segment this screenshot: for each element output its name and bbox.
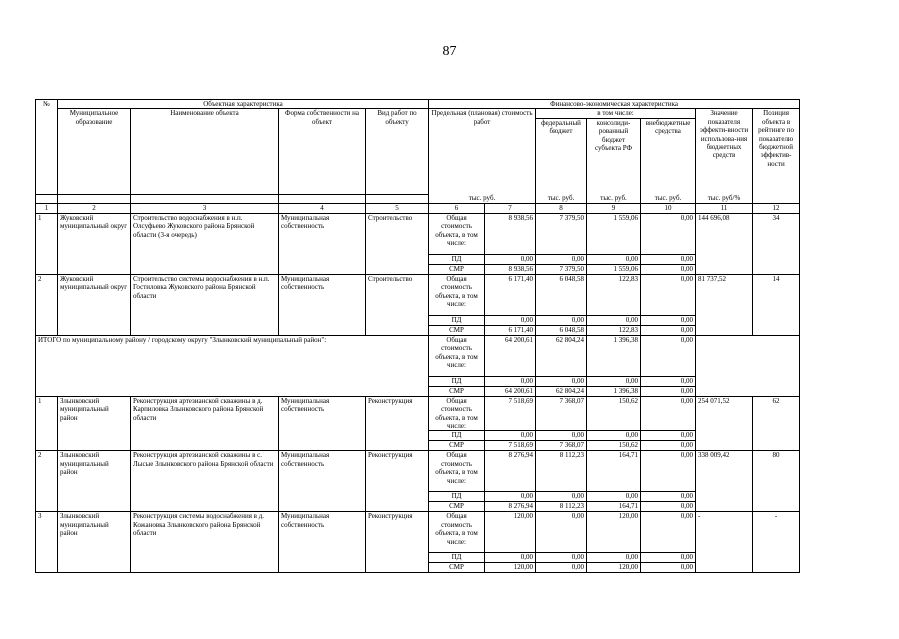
pd-value: 0,00 xyxy=(641,431,696,441)
smr-value: 8 276,94 xyxy=(485,502,536,512)
column-number: 7 xyxy=(485,203,536,213)
smr-label: СМР xyxy=(429,386,485,396)
rank-value: - xyxy=(753,512,800,573)
smr-value: 1 396,38 xyxy=(587,386,641,396)
total-value: 1 559,06 xyxy=(587,213,641,254)
work-type-cell: Реконструкция xyxy=(366,451,429,512)
work-type-cell: Реконструкция xyxy=(366,512,429,573)
finance-table xyxy=(35,99,800,573)
header-ownership: Форма собственности на объект xyxy=(279,109,366,194)
total-cost-label: Общая стоимость объекта, в том числе: xyxy=(429,396,485,431)
rank-value: 14 xyxy=(753,274,800,335)
total-cost-label: Общая стоимость объекта, в том числе: xyxy=(429,451,485,492)
unit-label: тыс. руб/% xyxy=(696,194,753,203)
header-object-characteristic: Объектная характеристика xyxy=(58,100,429,109)
column-number: 11 xyxy=(696,203,753,213)
smr-value: 7 379,50 xyxy=(536,264,587,274)
smr-value: 150,62 xyxy=(587,441,641,451)
total-value: 150,62 xyxy=(587,396,641,431)
total-value: 1 396,38 xyxy=(587,335,641,376)
smr-value: 0,00 xyxy=(641,386,696,396)
table-row xyxy=(36,396,800,431)
pd-value: 0,00 xyxy=(641,376,696,386)
column-number: 6 xyxy=(429,203,485,213)
municipality-cell: Жуковский муниципальный округ xyxy=(58,274,131,335)
total-value: 7 518,69 xyxy=(485,396,536,431)
object-name-cell: Реконструкция артезианской скважины в д. Карпиловка Злынковского района Брянской области xyxy=(131,396,279,451)
ownership-cell: Муниципальная собственность xyxy=(279,512,366,573)
unit-label: тыс. руб. xyxy=(429,194,536,203)
total-value: 0,00 xyxy=(641,274,696,315)
total-value: 120,00 xyxy=(485,512,536,553)
smr-value: 6 048,58 xyxy=(536,325,587,335)
smr-value: 7 368,07 xyxy=(536,441,587,451)
smr-value: 0,00 xyxy=(641,563,696,573)
smr-label: СМР xyxy=(429,325,485,335)
total-value: 0,00 xyxy=(641,335,696,376)
smr-value: 6 171,40 xyxy=(485,325,536,335)
total-value: 8 938,56 xyxy=(485,213,536,254)
pd-value: 0,00 xyxy=(485,376,536,386)
total-value: 7 379,50 xyxy=(536,213,587,254)
total-value: 0,00 xyxy=(641,451,696,492)
indicator-value: 144 696,08 xyxy=(696,213,753,274)
smr-value: 0,00 xyxy=(641,325,696,335)
total-value: 164,71 xyxy=(587,451,641,492)
indicator-value: 254 071,52 xyxy=(696,396,753,451)
total-value: 64 200,61 xyxy=(485,335,536,376)
table-row xyxy=(36,451,800,492)
row-number: 2 xyxy=(36,451,58,512)
itogo-label: ИТОГО по муниципальному району / городскому округу "Злынковский муниципальный район": xyxy=(36,335,429,396)
pd-label: ПД xyxy=(429,553,485,563)
pd-label: ПД xyxy=(429,431,485,441)
total-value: 8 112,23 xyxy=(536,451,587,492)
ownership-cell: Муниципальная собственность xyxy=(279,213,366,274)
pd-value: 0,00 xyxy=(485,254,536,264)
pd-value: 0,00 xyxy=(587,492,641,502)
pd-value: 0,00 xyxy=(587,315,641,325)
column-number: 9 xyxy=(587,203,641,213)
pd-value: 0,00 xyxy=(485,315,536,325)
page-number: 87 xyxy=(442,44,457,59)
pd-label: ПД xyxy=(429,315,485,325)
pd-value: 0,00 xyxy=(536,254,587,264)
header-object-name: Наименование объекта xyxy=(131,109,279,194)
total-cost-label: Общая стоимость объекта, в том числе: xyxy=(429,274,485,315)
total-value: 0,00 xyxy=(536,512,587,553)
total-cost-label: Общая стоимость объекта, в том числе: xyxy=(429,213,485,254)
column-number: 10 xyxy=(641,203,696,213)
total-value: 7 368,07 xyxy=(536,396,587,431)
smr-value: 122,83 xyxy=(587,325,641,335)
smr-value: 120,00 xyxy=(485,563,536,573)
total-value: 0,00 xyxy=(641,213,696,254)
header-consolidated: консолиди-рованный бюджет субъекта РФ xyxy=(587,118,641,194)
pd-value: 0,00 xyxy=(536,492,587,502)
total-value: 6 048,58 xyxy=(536,274,587,315)
smr-label: СМР xyxy=(429,563,485,573)
work-type-cell: Строительство xyxy=(366,213,429,274)
municipality-cell: Злынковский муниципальный район xyxy=(58,396,131,451)
total-value: 120,00 xyxy=(587,512,641,553)
smr-value: 0,00 xyxy=(641,502,696,512)
smr-value: 1 559,06 xyxy=(587,264,641,274)
pd-value: 0,00 xyxy=(641,553,696,563)
object-name-cell: Реконструкция системы водоснабжения в д. Кожановка Злынковского района Брянской области xyxy=(131,512,279,573)
row-number: 2 xyxy=(36,274,58,335)
header-work-type: Вид работ по объекту xyxy=(366,109,429,194)
pd-value: 0,00 xyxy=(587,254,641,264)
smr-label: СМР xyxy=(429,441,485,451)
total-value: 122,83 xyxy=(587,274,641,315)
indicator-value: - xyxy=(696,512,753,573)
unit-label: тыс. руб. xyxy=(641,194,696,203)
municipality-cell: Жуковский муниципальный округ xyxy=(58,213,131,274)
total-value: 6 171,40 xyxy=(485,274,536,315)
column-number: 4 xyxy=(279,203,366,213)
smr-value: 0,00 xyxy=(536,563,587,573)
total-value: 62 804,24 xyxy=(536,335,587,376)
pd-value: 0,00 xyxy=(485,492,536,502)
smr-label: СМР xyxy=(429,502,485,512)
column-number: 2 xyxy=(58,203,131,213)
pd-value: 0,00 xyxy=(587,376,641,386)
smr-value: 7 518,69 xyxy=(485,441,536,451)
smr-value: 8 938,56 xyxy=(485,264,536,274)
work-type-cell: Реконструкция xyxy=(366,396,429,451)
column-number: 5 xyxy=(366,203,429,213)
smr-label: СМР xyxy=(429,264,485,274)
header-finance-characteristic: Финансово-экономическая характеристика xyxy=(429,100,800,109)
total-value: 8 276,94 xyxy=(485,451,536,492)
column-number: 8 xyxy=(536,203,587,213)
header-extrabudget: внебюджетные средства xyxy=(641,118,696,194)
header-including: в том числе: xyxy=(536,109,696,118)
smr-value: 164,71 xyxy=(587,502,641,512)
pd-label: ПД xyxy=(429,376,485,386)
header-no: № xyxy=(36,100,58,195)
pd-value: 0,00 xyxy=(641,315,696,325)
smr-value: 0,00 xyxy=(641,264,696,274)
column-number: 1 xyxy=(36,203,58,213)
object-name-cell: Строительство водоснабжения в н.п. Олсуфьево Жуковского района Брянской области (3-я очередь) xyxy=(131,213,279,274)
pd-value: 0,00 xyxy=(485,431,536,441)
row-number: 1 xyxy=(36,213,58,274)
rank-value: 34 xyxy=(753,213,800,274)
municipality-cell: Злынковский муниципальный район xyxy=(58,451,131,512)
column-number: 3 xyxy=(131,203,279,213)
smr-value: 0,00 xyxy=(641,441,696,451)
header-indicator: Значение показателя эффекти-вности использова-ния бюджетных средств xyxy=(696,109,753,194)
total-cost-label: Общая стоимость объекта, в том числе: xyxy=(429,512,485,553)
pd-value: 0,00 xyxy=(641,254,696,264)
indicator-value: 81 737,52 xyxy=(696,274,753,335)
rank-value: 80 xyxy=(753,451,800,512)
smr-value: 120,00 xyxy=(587,563,641,573)
pd-value: 0,00 xyxy=(485,553,536,563)
ownership-cell: Муниципальная собственность xyxy=(279,274,366,335)
object-name-cell: Реконструкция артезианской скважины в с. Лысые Злынковского района Брянской области xyxy=(131,451,279,512)
pd-label: ПД xyxy=(429,254,485,264)
pd-value: 0,00 xyxy=(587,431,641,441)
pd-value: 0,00 xyxy=(536,553,587,563)
table-row xyxy=(36,512,800,553)
unit-label: тыс. руб. xyxy=(536,194,587,203)
pd-value: 0,00 xyxy=(587,553,641,563)
header-max-cost: Предельная (плановая) стоимость работ xyxy=(429,109,536,194)
header-municipality: Муниципальное образование xyxy=(58,109,131,194)
unit-label: тыс. руб. xyxy=(587,194,641,203)
pd-value: 0,00 xyxy=(536,376,587,386)
object-name-cell: Строительство системы водоснабжения в н.п. Гостиловка Жуковского района Брянской области xyxy=(131,274,279,335)
pd-value: 0,00 xyxy=(641,492,696,502)
empty-cell xyxy=(696,335,800,396)
smr-value: 62 804,24 xyxy=(536,386,587,396)
smr-value: 8 112,23 xyxy=(536,502,587,512)
ownership-cell: Муниципальная собственность xyxy=(279,396,366,451)
row-number: 1 xyxy=(36,396,58,451)
rank-value: 62 xyxy=(753,396,800,451)
table-row xyxy=(36,213,800,254)
total-value: 0,00 xyxy=(641,512,696,553)
total-value: 0,00 xyxy=(641,396,696,431)
row-number: 3 xyxy=(36,512,58,573)
smr-value: 64 200,61 xyxy=(485,386,536,396)
table-row xyxy=(36,274,800,315)
column-number: 12 xyxy=(753,203,800,213)
municipality-cell: Злынковский муниципальный район xyxy=(58,512,131,573)
work-type-cell: Строительство xyxy=(366,274,429,335)
ownership-cell: Муниципальная собственность xyxy=(279,451,366,512)
total-row xyxy=(36,335,800,376)
pd-label: ПД xyxy=(429,492,485,502)
total-cost-label: Общая стоимость объекта, в том числе: xyxy=(429,335,485,376)
indicator-value: 338 009,42 xyxy=(696,451,753,512)
pd-value: 0,00 xyxy=(536,315,587,325)
header-rank: Позиция объекта в рейтинге по показателю бюджетной эффектив-ности xyxy=(753,109,800,203)
pd-value: 0,00 xyxy=(536,431,587,441)
header-federal: федеральный бюджет xyxy=(536,118,587,194)
